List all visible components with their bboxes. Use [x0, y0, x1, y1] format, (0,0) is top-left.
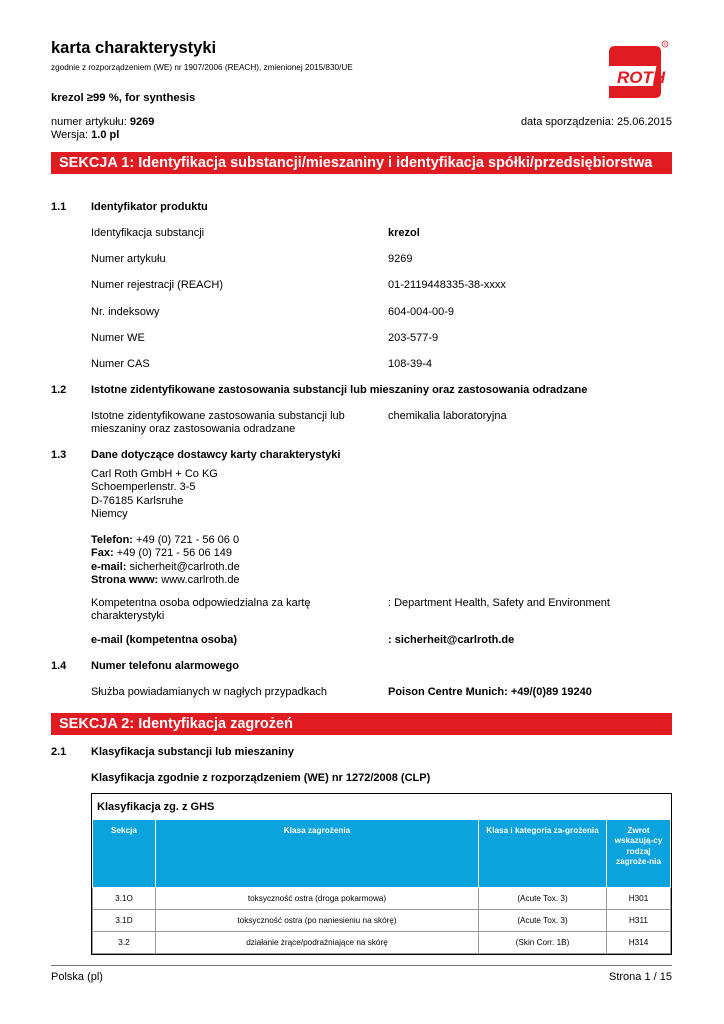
- row-value: 604-004-00-9: [388, 306, 455, 318]
- clp-classification-title: Klasyfikacja zgodnie z rozporządzeniem (WE) nr 1272/2008 (CLP): [91, 772, 431, 784]
- fax-value: +49 (0) 721 - 56 06 149: [116, 547, 232, 560]
- column-header: Zwrot wskazują-cy rodzaj zagroże-nia: [607, 820, 671, 888]
- subsection-1-2-number: 1.2: [51, 384, 67, 396]
- uses-label: Istotne zidentyfikowane zastosowania substancji lub mieszaniny oraz zastosowania odradzane: [91, 410, 345, 435]
- article-number: [51, 116, 154, 128]
- roth-logo: [603, 40, 671, 98]
- subsection-1-3-title: Dane dotyczące dostawcy karty charakterystyki: [91, 449, 341, 461]
- table-cell: H311: [607, 910, 671, 932]
- row-value: krezol: [388, 227, 420, 239]
- row-value: 108-39-4: [388, 358, 433, 370]
- version: [51, 129, 119, 141]
- logo-wordmark: ROTH: [617, 68, 666, 87]
- article-value: 9269: [129, 116, 155, 128]
- column-header: Sekcja: [93, 820, 156, 888]
- row-label: Identyfikacja substancji: [91, 227, 205, 239]
- ghs-classification-table: [91, 793, 672, 955]
- supplier-address: [91, 468, 218, 522]
- section1-header: SEKCJA 1: Identyfikacja substancji/mieszaniny i identyfikacja spółki/przedsiębiorstwa: [51, 152, 672, 174]
- table-cell: toksyczność ostra (po naniesieniu na skórę): [156, 910, 479, 932]
- table-row: [93, 888, 671, 910]
- row-value: 9269: [388, 253, 413, 265]
- subsection-1-4-title: Numer telefonu alarmowego: [91, 660, 239, 672]
- competent-email-label: e-mail (kompetentna osoba): [91, 634, 238, 646]
- row-label: Numer CAS: [91, 358, 150, 370]
- subsection-1-2-title: Istotne zidentyfikowane zastosowania substancji lub mieszaniny oraz zastosowania odradzane: [91, 384, 588, 396]
- document-title: karta charakterystyki: [51, 39, 217, 57]
- address-line: Niemcy: [91, 508, 128, 521]
- footer-divider: [51, 965, 672, 966]
- emergency-value: Poison Centre Munich: +49/(0)89 19240: [388, 686, 592, 698]
- registered-mark: ®: [663, 42, 667, 47]
- subsection-1-4-number: 1.4: [51, 660, 67, 672]
- ghs-table: [92, 819, 671, 954]
- version-label: Wersja:: [51, 129, 89, 141]
- web-line: [91, 574, 240, 587]
- subsection-1-1-number: 1.1: [51, 201, 67, 213]
- supplier-contacts: [91, 534, 240, 588]
- row-value: 203-577-9: [388, 332, 439, 344]
- table-cell: działanie żrące/podrażniające na skórę: [156, 932, 479, 954]
- fax-line: [91, 547, 240, 560]
- fax-label: Fax:: [91, 547, 114, 560]
- table-row: [93, 910, 671, 932]
- article-label: numer artykułu:: [51, 116, 127, 128]
- email-value: sicherheit@carlroth.de: [129, 560, 240, 573]
- table-cell: (Acute Tox. 3): [479, 910, 607, 932]
- subsection-2-1-number: 2.1: [51, 746, 67, 758]
- competent-email-value: : sicherheit@carlroth.de: [388, 634, 515, 646]
- subsection-1-1-title: Identyfikator produktu: [91, 201, 208, 213]
- row-label: Numer WE: [91, 332, 145, 344]
- emergency-label: Służba powiadamianych w nagłych przypadkach: [91, 686, 328, 698]
- web-value: www.carlroth.de: [161, 574, 240, 587]
- address-line: D-76185 Karlsruhe: [91, 494, 184, 507]
- table-caption: Klasyfikacja zg. z GHS: [97, 801, 215, 813]
- email-label: e-mail:: [91, 560, 127, 573]
- row-label: Numer rejestracji (REACH): [91, 279, 224, 291]
- table-row: [93, 932, 671, 954]
- web-label: Strona www:: [91, 574, 159, 587]
- address-line: Schoemperlenstr. 3-5: [91, 481, 196, 494]
- row-value: 01-2119448335-38-xxxx: [388, 279, 506, 291]
- table-cell: 3.1O: [93, 888, 156, 910]
- phone-label: Telefon:: [91, 534, 133, 546]
- table-cell: 3.1D: [93, 910, 156, 932]
- competent-person-label: Kompetentna osoba odpowiedzialna za kartę charakterystyki: [91, 597, 311, 622]
- table-cell: H314: [607, 932, 671, 954]
- table-cell: H301: [607, 888, 671, 910]
- subsection-1-3-number: 1.3: [51, 449, 67, 461]
- uses-value: chemikalia laboratoryjna: [388, 410, 507, 422]
- email-line: [91, 561, 240, 574]
- address-line: Carl Roth GmbH + Co KG: [91, 468, 218, 480]
- version-value: 1.0 pl: [91, 129, 120, 141]
- regulation-subtitle: zgodnie z rozporządzeniem (WE) nr 1907/2006 (REACH), zmienionej 2015/830/UE: [51, 63, 353, 72]
- competent-person-value: : Department Health, Safety and Environment: [388, 597, 610, 609]
- table-cell: (Skin Corr. 1B): [479, 932, 607, 954]
- row-label: Numer artykułu: [91, 253, 166, 265]
- table-cell: 3.2: [93, 932, 156, 954]
- creation-date: data sporządzenia: 25.06.2015: [520, 116, 672, 128]
- logo-small-text: Carl: [609, 78, 614, 86]
- column-header: Klasa i kategoria za-grożenia: [479, 820, 607, 888]
- footer-language: Polska (pl): [51, 971, 103, 983]
- section2-header: SEKCJA 2: Identyfikacja zagrożeń: [51, 713, 672, 735]
- product-name: krezol ≥99 %, for synthesis: [51, 92, 196, 104]
- column-header: Klasa zagrożenia: [156, 820, 479, 888]
- table-cell: (Acute Tox. 3): [479, 888, 607, 910]
- subsection-2-1-title: Klasyfikacja substancji lub mieszaniny: [91, 746, 294, 758]
- page-number: Strona 1 / 15: [609, 971, 672, 983]
- phone-value: +49 (0) 721 - 56 06 0: [136, 534, 240, 546]
- phone-line: [91, 534, 240, 547]
- row-label: Nr. indeksowy: [91, 306, 160, 318]
- table-cell: toksyczność ostra (droga pokarmowa): [156, 888, 479, 910]
